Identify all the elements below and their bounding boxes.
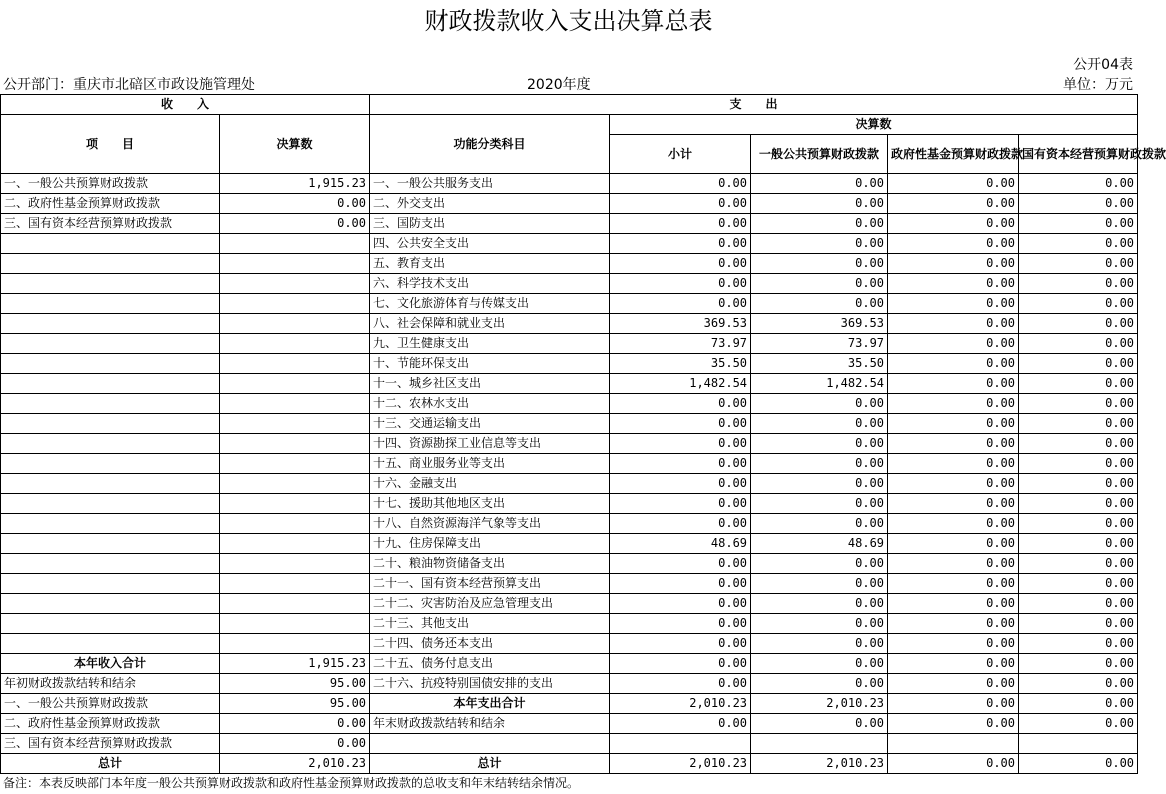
- gov-fund-cell: 0.00: [888, 714, 1019, 734]
- gov-fund-cell: 0.00: [888, 634, 1019, 654]
- table-row: [1, 294, 1138, 314]
- income-amount-cell: [220, 234, 370, 254]
- state-capital-cell: 0.00: [1019, 274, 1138, 294]
- expense-category-cell: 二十、粮油物资储备支出: [370, 554, 610, 574]
- subtotal-cell: 0.00: [610, 574, 751, 594]
- income-amount-cell: [220, 274, 370, 294]
- subtotal-cell: 2,010.23: [610, 694, 751, 714]
- expense-category-cell: 二十六、抗疫特别国债安排的支出: [370, 674, 610, 694]
- final-amount-header: 决算数: [610, 115, 1138, 135]
- subtotal-cell: 0.00: [610, 234, 751, 254]
- subtotal-cell: 0.00: [610, 414, 751, 434]
- income-item-cell: [1, 614, 220, 634]
- income-item-cell: 三、国有资本经营预算财政拨款: [1, 734, 220, 754]
- subtotal-cell: 0.00: [610, 294, 751, 314]
- general-budget-cell: 0.00: [751, 414, 888, 434]
- state-capital-cell: 0.00: [1019, 334, 1138, 354]
- general-budget-cell: 0.00: [751, 274, 888, 294]
- income-amount-cell: [220, 414, 370, 434]
- state-capital-cell: 0.00: [1019, 494, 1138, 514]
- income-item-cell: [1, 394, 220, 414]
- general-budget-cell: 0.00: [751, 174, 888, 194]
- general-budget-cell: 0.00: [751, 394, 888, 414]
- income-item-cell: 一、一般公共预算财政拨款: [1, 174, 220, 194]
- state-capital-cell: 0.00: [1019, 414, 1138, 434]
- table-row: [1, 494, 1138, 514]
- table-row: [1, 574, 1138, 594]
- gov-fund-cell: 0.00: [888, 494, 1019, 514]
- expense-category-cell: 十四、资源勘探工业信息等支出: [370, 434, 610, 454]
- subtotal-cell: 0.00: [610, 454, 751, 474]
- gov-fund-header: 政府性基金预算财政拨款: [888, 135, 1019, 174]
- expense-category-cell: 六、科学技术支出: [370, 274, 610, 294]
- table-row: [1, 714, 1138, 734]
- gov-fund-cell: 0.00: [888, 214, 1019, 234]
- gov-fund-cell: 0.00: [888, 514, 1019, 534]
- state-capital-cell: 0.00: [1019, 474, 1138, 494]
- general-budget-cell: 0.00: [751, 214, 888, 234]
- income-item-cell: [1, 534, 220, 554]
- income-item-cell: 一、一般公共预算财政拨款: [1, 694, 220, 714]
- table-row: [1, 514, 1138, 534]
- table-row: [1, 614, 1138, 634]
- income-amount-cell: 1,915.23: [220, 174, 370, 194]
- income-amount-cell: [220, 334, 370, 354]
- gov-fund-cell: 0.00: [888, 454, 1019, 474]
- general-budget-header: 一般公共预算财政拨款: [751, 135, 888, 174]
- state-capital-cell: 0.00: [1019, 354, 1138, 374]
- general-budget-cell: 0.00: [751, 574, 888, 594]
- general-budget-cell: 2,010.23: [751, 694, 888, 714]
- expense-category-cell: 三、国防支出: [370, 214, 610, 234]
- expense-category-cell: 十六、金融支出: [370, 474, 610, 494]
- gov-fund-cell: 0.00: [888, 374, 1019, 394]
- footnote: 备注：本表反映部门本年度一般公共预算财政拨款和政府性基金预算财政拨款的总收支和年末结转结余情况。: [3, 776, 580, 790]
- state-capital-cell: 0.00: [1019, 614, 1138, 634]
- expense-category-cell: 一、一般公共服务支出: [370, 174, 610, 194]
- state-capital-cell: 0.00: [1019, 674, 1138, 694]
- income-header: 收 入: [1, 95, 370, 115]
- subtotal-cell: 0.00: [610, 194, 751, 214]
- state-capital-cell: 0.00: [1019, 574, 1138, 594]
- income-amount-cell: [220, 474, 370, 494]
- expense-header: 支 出: [370, 95, 1138, 115]
- expense-category-cell: [370, 734, 610, 754]
- gov-fund-cell: 0.00: [888, 394, 1019, 414]
- gov-fund-cell: 0.00: [888, 234, 1019, 254]
- general-budget-cell: 35.50: [751, 354, 888, 374]
- state-capital-cell: 0.00: [1019, 194, 1138, 214]
- gov-fund-cell: 0.00: [888, 294, 1019, 314]
- income-item-cell: [1, 574, 220, 594]
- income-item-cell: 年初财政拨款结转和结余: [1, 674, 220, 694]
- income-item-cell: [1, 414, 220, 434]
- subtotal-cell: 0.00: [610, 434, 751, 454]
- income-amount-cell: [220, 254, 370, 274]
- general-budget-cell: 0.00: [751, 434, 888, 454]
- form-code: 公开04表: [1073, 57, 1133, 73]
- state-capital-header: 国有资本经营预算财政拨款: [1019, 135, 1138, 174]
- income-item-cell: [1, 594, 220, 614]
- table-row: [1, 554, 1138, 574]
- general-budget-cell: 1,482.54: [751, 374, 888, 394]
- state-capital-cell: 0.00: [1019, 594, 1138, 614]
- state-capital-cell: 0.00: [1019, 374, 1138, 394]
- state-capital-cell: 0.00: [1019, 534, 1138, 554]
- state-capital-cell: 0.00: [1019, 394, 1138, 414]
- state-capital-cell: 0.00: [1019, 714, 1138, 734]
- table-row: [1, 334, 1138, 354]
- general-budget-cell: 0.00: [751, 254, 888, 274]
- state-capital-cell: 0.00: [1019, 314, 1138, 334]
- general-budget-cell: 0.00: [751, 294, 888, 314]
- income-item-cell: [1, 434, 220, 454]
- gov-fund-cell: 0.00: [888, 314, 1019, 334]
- income-item-cell: [1, 234, 220, 254]
- table-row: [1, 454, 1138, 474]
- gov-fund-cell: 0.00: [888, 354, 1019, 374]
- gov-fund-cell: 0.00: [888, 474, 1019, 494]
- expense-category-cell: 十五、商业服务业等支出: [370, 454, 610, 474]
- gov-fund-cell: 0.00: [888, 174, 1019, 194]
- table-row: [1, 594, 1138, 614]
- item-header: 项 目: [1, 115, 220, 174]
- state-capital-cell: 0.00: [1019, 174, 1138, 194]
- income-amount-cell: [220, 574, 370, 594]
- expense-category-cell: 十、节能环保支出: [370, 354, 610, 374]
- state-capital-cell: 0.00: [1019, 294, 1138, 314]
- income-amount-cell: [220, 494, 370, 514]
- table-row: [1, 434, 1138, 454]
- expense-category-cell: 七、文化旅游体育与传媒支出: [370, 294, 610, 314]
- table-row: [1, 634, 1138, 654]
- table-row: [1, 474, 1138, 494]
- income-amount-cell: 0.00: [220, 714, 370, 734]
- unit-label: 单位：万元: [1063, 77, 1133, 93]
- general-budget-cell: 0.00: [751, 494, 888, 514]
- gov-fund-cell: 0.00: [888, 694, 1019, 714]
- subtotal-cell: 0.00: [610, 554, 751, 574]
- income-amount-cell: [220, 534, 370, 554]
- state-capital-cell: 0.00: [1019, 434, 1138, 454]
- subtotal-cell: 0.00: [610, 494, 751, 514]
- income-amount-cell: 2,010.23: [220, 754, 370, 774]
- general-budget-cell: 0.00: [751, 634, 888, 654]
- income-item-cell: 二、政府性基金预算财政拨款: [1, 194, 220, 214]
- income-item-cell: [1, 374, 220, 394]
- income-amount-cell: [220, 354, 370, 374]
- income-item-cell: [1, 294, 220, 314]
- subtotal-cell: 0.00: [610, 214, 751, 234]
- income-item-cell: [1, 634, 220, 654]
- general-budget-cell: 0.00: [751, 594, 888, 614]
- general-budget-cell: 2,010.23: [751, 754, 888, 774]
- subtotal-cell: 0.00: [610, 674, 751, 694]
- expense-category-cell: 二十四、债务还本支出: [370, 634, 610, 654]
- page-title: 财政拨款收入支出决算总表: [424, 7, 713, 35]
- expense-category-cell: 五、教育支出: [370, 254, 610, 274]
- income-amount-cell: [220, 614, 370, 634]
- income-item-cell: [1, 494, 220, 514]
- general-budget-cell: 48.69: [751, 534, 888, 554]
- income-item-cell: [1, 454, 220, 474]
- state-capital-cell: 0.00: [1019, 694, 1138, 714]
- state-capital-cell: 0.00: [1019, 214, 1138, 234]
- income-item-cell: [1, 274, 220, 294]
- income-amount-cell: 0.00: [220, 194, 370, 214]
- state-capital-cell: 0.00: [1019, 634, 1138, 654]
- subtotal-cell: 0.00: [610, 394, 751, 414]
- subtotal-cell: 48.69: [610, 534, 751, 554]
- general-budget-cell: 0.00: [751, 674, 888, 694]
- subtotal-cell: 0.00: [610, 594, 751, 614]
- income-amount-cell: [220, 514, 370, 534]
- gov-fund-cell: 0.00: [888, 754, 1019, 774]
- income-item-cell: 总计: [1, 754, 220, 774]
- subtotal-header: 小计: [610, 135, 751, 174]
- income-amount-cell: 0.00: [220, 214, 370, 234]
- gov-fund-cell: 0.00: [888, 434, 1019, 454]
- table-row: [1, 754, 1138, 774]
- subtotal-cell: 0.00: [610, 254, 751, 274]
- expense-category-cell: 八、社会保障和就业支出: [370, 314, 610, 334]
- general-budget-cell: [751, 734, 888, 754]
- gov-fund-cell: 0.00: [888, 274, 1019, 294]
- table-row: [1, 354, 1138, 374]
- subtotal-cell: [610, 734, 751, 754]
- gov-fund-cell: 0.00: [888, 594, 1019, 614]
- table-row: [1, 314, 1138, 334]
- income-amount-cell: 0.00: [220, 734, 370, 754]
- general-budget-cell: 0.00: [751, 714, 888, 734]
- general-budget-cell: 73.97: [751, 334, 888, 354]
- gov-fund-cell: 0.00: [888, 614, 1019, 634]
- income-amount-cell: [220, 554, 370, 574]
- table-row: [1, 234, 1138, 254]
- general-budget-cell: 0.00: [751, 194, 888, 214]
- subtotal-cell: 0.00: [610, 514, 751, 534]
- expense-category-cell: 十三、交通运输支出: [370, 414, 610, 434]
- general-budget-cell: 0.00: [751, 654, 888, 674]
- income-amount-cell: 95.00: [220, 674, 370, 694]
- income-item-cell: 本年收入合计: [1, 654, 220, 674]
- subtotal-cell: 35.50: [610, 354, 751, 374]
- income-item-cell: 二、政府性基金预算财政拨款: [1, 714, 220, 734]
- income-amount-cell: 1,915.23: [220, 654, 370, 674]
- state-capital-cell: 0.00: [1019, 754, 1138, 774]
- expense-category-cell: 二十三、其他支出: [370, 614, 610, 634]
- income-amount-cell: [220, 594, 370, 614]
- income-item-cell: [1, 474, 220, 494]
- table-row: [1, 174, 1138, 194]
- income-item-cell: [1, 514, 220, 534]
- table-row: [1, 654, 1138, 674]
- expense-category-cell: 十一、城乡社区支出: [370, 374, 610, 394]
- expense-category-cell: 十九、住房保障支出: [370, 534, 610, 554]
- income-amount-cell: [220, 294, 370, 314]
- income-amount-cell: [220, 314, 370, 334]
- table-row: [1, 734, 1138, 754]
- table-row: [1, 254, 1138, 274]
- gov-fund-cell: 0.00: [888, 654, 1019, 674]
- table-row: [1, 214, 1138, 234]
- income-amount-cell: [220, 434, 370, 454]
- table-row: [1, 414, 1138, 434]
- expense-category-cell: 二十一、国有资本经营预算支出: [370, 574, 610, 594]
- subtotal-cell: 0.00: [610, 274, 751, 294]
- income-amount-cell: 95.00: [220, 694, 370, 714]
- table-row: [1, 274, 1138, 294]
- income-item-cell: [1, 334, 220, 354]
- gov-fund-cell: 0.00: [888, 194, 1019, 214]
- table-row: [1, 674, 1138, 694]
- income-item-cell: 三、国有资本经营预算财政拨款: [1, 214, 220, 234]
- table-row: [1, 374, 1138, 394]
- general-budget-cell: 369.53: [751, 314, 888, 334]
- year-label: 2020年度: [527, 77, 591, 93]
- gov-fund-cell: 0.00: [888, 414, 1019, 434]
- expense-category-cell: 二十五、债务付息支出: [370, 654, 610, 674]
- expense-category-cell: 二、外交支出: [370, 194, 610, 214]
- table-row: [1, 394, 1138, 414]
- expense-category-cell: 四、公共安全支出: [370, 234, 610, 254]
- income-amount-cell: [220, 454, 370, 474]
- expense-category-cell: 总计: [370, 754, 610, 774]
- state-capital-cell: 0.00: [1019, 454, 1138, 474]
- subtotal-cell: 0.00: [610, 654, 751, 674]
- state-capital-cell: [1019, 734, 1138, 754]
- department-label: 公开部门：重庆市北碚区市政设施管理处: [3, 77, 255, 93]
- gov-fund-cell: 0.00: [888, 254, 1019, 274]
- income-amount-cell: [220, 374, 370, 394]
- expense-category-cell: 十七、援助其他地区支出: [370, 494, 610, 514]
- table-row: [1, 534, 1138, 554]
- expense-category-cell: 本年支出合计: [370, 694, 610, 714]
- state-capital-cell: 0.00: [1019, 554, 1138, 574]
- state-capital-cell: 0.00: [1019, 254, 1138, 274]
- income-item-cell: [1, 254, 220, 274]
- subtotal-cell: 1,482.54: [610, 374, 751, 394]
- budget-table: [0, 94, 1166, 774]
- expense-category-cell: 年末财政拨款结转和结余: [370, 714, 610, 734]
- state-capital-cell: 0.00: [1019, 654, 1138, 674]
- expense-category-cell: 九、卫生健康支出: [370, 334, 610, 354]
- general-budget-cell: 0.00: [751, 614, 888, 634]
- subtotal-cell: 369.53: [610, 314, 751, 334]
- gov-fund-cell: [888, 734, 1019, 754]
- general-budget-cell: 0.00: [751, 554, 888, 574]
- general-budget-cell: 0.00: [751, 514, 888, 534]
- income-item-cell: [1, 314, 220, 334]
- expense-category-cell: 十二、农林水支出: [370, 394, 610, 414]
- func-category-header: 功能分类科目: [370, 115, 610, 174]
- table-row: [1, 194, 1138, 214]
- subtotal-cell: 2,010.23: [610, 754, 751, 774]
- subtotal-cell: 0.00: [610, 614, 751, 634]
- gov-fund-cell: 0.00: [888, 554, 1019, 574]
- state-capital-cell: 0.00: [1019, 234, 1138, 254]
- gov-fund-cell: 0.00: [888, 674, 1019, 694]
- income-item-cell: [1, 354, 220, 374]
- expense-category-cell: 十八、自然资源海洋气象等支出: [370, 514, 610, 534]
- amount-header: 决算数: [220, 115, 370, 174]
- subtotal-cell: 73.97: [610, 334, 751, 354]
- gov-fund-cell: 0.00: [888, 334, 1019, 354]
- subtotal-cell: 0.00: [610, 714, 751, 734]
- table-row: [1, 694, 1138, 714]
- gov-fund-cell: 0.00: [888, 534, 1019, 554]
- subtotal-cell: 0.00: [610, 474, 751, 494]
- state-capital-cell: 0.00: [1019, 514, 1138, 534]
- subtotal-cell: 0.00: [610, 634, 751, 654]
- income-item-cell: [1, 554, 220, 574]
- general-budget-cell: 0.00: [751, 474, 888, 494]
- general-budget-cell: 0.00: [751, 454, 888, 474]
- gov-fund-cell: 0.00: [888, 574, 1019, 594]
- income-amount-cell: [220, 634, 370, 654]
- expense-category-cell: 二十二、灾害防治及应急管理支出: [370, 594, 610, 614]
- income-amount-cell: [220, 394, 370, 414]
- general-budget-cell: 0.00: [751, 234, 888, 254]
- subtotal-cell: 0.00: [610, 174, 751, 194]
